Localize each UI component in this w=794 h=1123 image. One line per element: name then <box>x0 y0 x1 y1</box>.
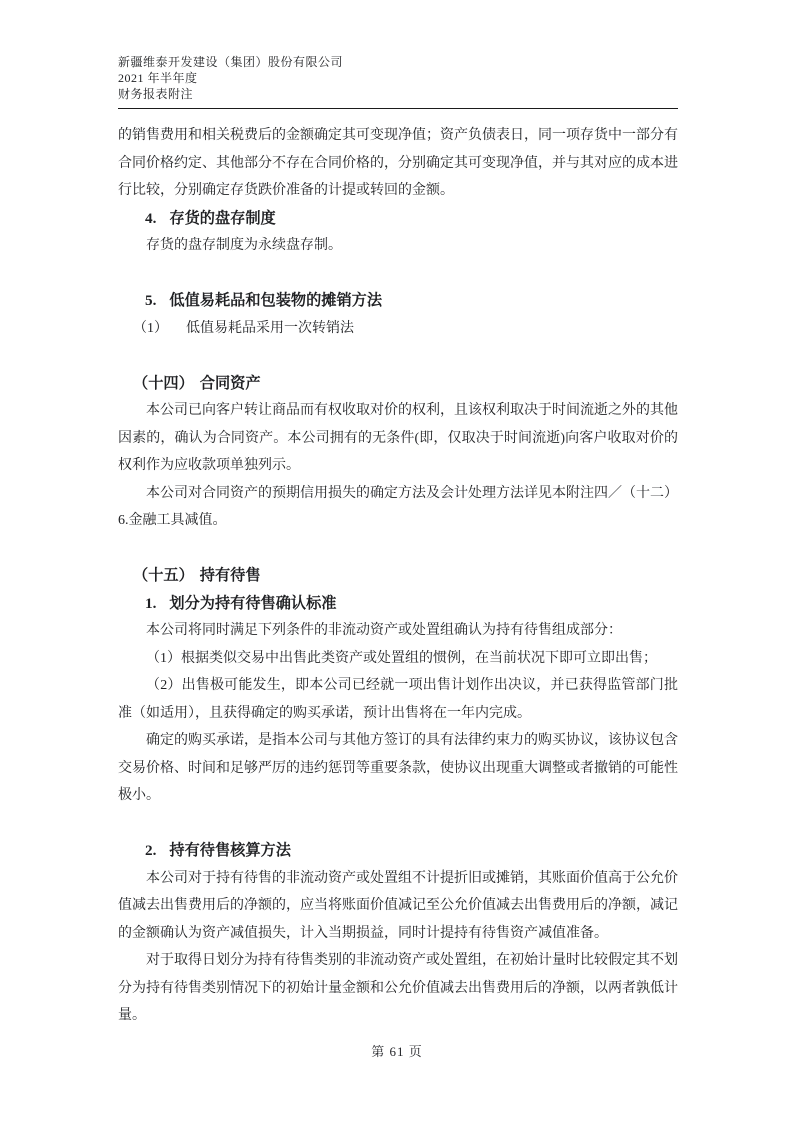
section-15-1-paragraph-3: （2）出售极可能发生，即本公司已经就一项出售计划作出决议，并已获得监管部门批准（如适用），且获得确定的购买承诺，预计出售将在一年内完成。 <box>118 678 678 721</box>
section-15-1-heading <box>118 590 678 618</box>
section-5-item-1-text: 低值易耗品采用一次转销法 <box>186 320 354 336</box>
section-15-2-paragraph-2: 对于取得日划分为持有待售类别的非流动资产或处置组，在初始计量时比较假定其不划分为持有待售类别情况下的初始计量金额和公允价值减去出售费用后的净额，以两者孰低计量。 <box>118 953 678 1023</box>
section-4-number: 4. <box>145 209 157 227</box>
section-15-number: （十五） <box>133 567 194 584</box>
section-15-1-number: 1. <box>145 594 157 612</box>
section-15-1-paragraph-4: 确定的购买承诺，是指本公司与其他方签订的具有法律约束力的购买协议，该协议包含交易价格、时间和足够严厉的违约惩罚等重要条款，使协议出现重大调整或者撤销的可能性极小。 <box>118 733 678 803</box>
header-divider-line <box>118 108 678 109</box>
section-14-heading <box>118 370 678 398</box>
section-5-title: 低值易耗品和包装物的摊销方法 <box>169 292 383 309</box>
section-5-heading <box>118 287 678 315</box>
section-5-item-1-number: （1） <box>133 320 168 336</box>
section-14-paragraph-1: 本公司已向客户转让商品而有权收取对价的权利，且该权利取决于时间流逝之外的其他因素的，确认为合同资产。本公司拥有的无条件(即，仅取决于时间流逝)向客户收取对价的权利作为应收款项单独列示。 <box>118 403 678 473</box>
section-4-paragraph: 存货的盘存制度为永续盘存制。 <box>146 238 342 253</box>
paragraph-inventory-continued: 的销售费用和相关税费后的金额确定其可变现净值；资产负债表日，同一项存货中一部分有合同价格约定、其他部分不存在合同价格的，分别确定其可变现净值，并与其对应的成本进行比较，分别确定存货跌价准备的计提或转回的金额。 <box>118 128 678 198</box>
page-header <box>118 54 678 102</box>
section-14-number: （十四） <box>133 374 194 392</box>
section-14-title: 合同资产 <box>199 374 261 392</box>
section-15-1-title: 划分为持有待售确认标准 <box>169 594 337 612</box>
section-15-2-heading <box>118 837 678 865</box>
header-report-period: 2021 年半年度 <box>118 71 198 85</box>
section-15-1-paragraph-2: （1）根据类似交易中出售此类资产或处置组的惯例，在当前状况下即可立即出售； <box>146 650 657 666</box>
header-company-name: 新疆维泰开发建设（集团）股份有限公司 <box>118 55 344 69</box>
section-5-number: 5. <box>145 292 157 309</box>
header-doc-title: 财务报表附注 <box>118 87 194 101</box>
section-14-paragraph-2: 本公司对合同资产的预期信用损失的确定方法及会计处理方法详见本附注四／（十二）6.金融工具减值。 <box>118 485 678 528</box>
section-5-item-1 <box>118 315 678 343</box>
section-4-title: 存货的盘存制度 <box>169 209 276 227</box>
section-15-2-title: 持有待售核算方法 <box>169 842 291 859</box>
section-15-1-paragraph-1: 本公司将同时满足下列条件的非流动资产或处置组确认为持有待售组成部分： <box>146 623 622 638</box>
section-15-2-paragraph-1: 本公司对于持有待售的非流动资产或处置组不计提折旧或摊销，其账面价值高于公允价值减去出售费用后的净额的，应当将账面价值减记至公允价值减去出售费用后的净额，减记的金额确认为资产减值损失，计入当期损益，同时计提持有待售资产减值准备。 <box>118 870 678 941</box>
section-4-heading <box>118 205 678 233</box>
section-15-heading <box>118 562 678 590</box>
page-footer <box>0 1042 794 1062</box>
section-15-title: 持有待售 <box>199 567 261 584</box>
document-body <box>118 122 678 1030</box>
section-15-2-number: 2. <box>145 842 157 859</box>
page-number-label: 第 61 页 <box>371 1044 423 1059</box>
